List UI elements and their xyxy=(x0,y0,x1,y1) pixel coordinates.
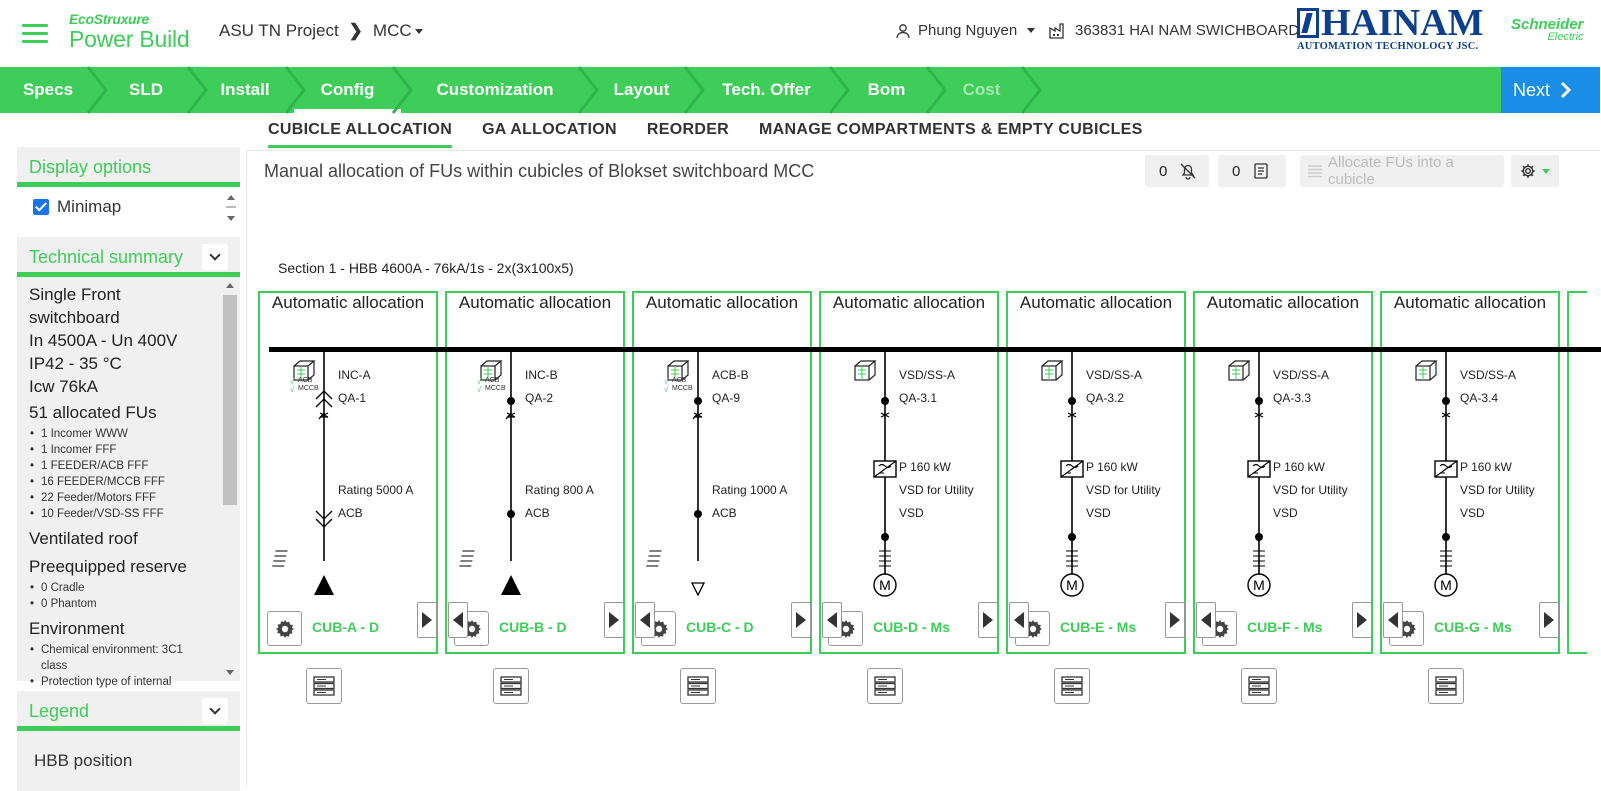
cubicle-settings-button[interactable] xyxy=(267,611,302,646)
arrow-right-icon xyxy=(796,612,806,628)
scroll-up-icon[interactable] xyxy=(226,283,234,288)
cubicle-title: Automatic allocation xyxy=(832,293,986,312)
fu-device: QA-3.3 xyxy=(1273,391,1312,405)
busbar xyxy=(269,347,1601,352)
cubicle[interactable] xyxy=(632,291,812,654)
factory-icon xyxy=(1049,23,1067,39)
server-stack-icon xyxy=(313,676,335,696)
step-specs[interactable]: Specs xyxy=(22,80,74,99)
fu-type: VSD for Utility xyxy=(899,483,974,497)
notes-icon xyxy=(1252,162,1270,180)
bell-off-icon xyxy=(1179,162,1197,180)
move-left-button[interactable] xyxy=(1009,602,1029,638)
fu-rating: Rating 800 A xyxy=(525,483,594,497)
minimap-option xyxy=(17,187,240,227)
step-separator xyxy=(828,67,854,113)
left-panel xyxy=(17,147,240,787)
move-right-button[interactable] xyxy=(1165,602,1185,638)
arrow-left-icon xyxy=(1201,612,1211,628)
allocated-fus-title: 51 allocated FUs xyxy=(29,403,157,422)
fu-fu: VSD/SS-A xyxy=(1086,368,1143,382)
brand-main: Power Build xyxy=(69,26,190,52)
move-left-button[interactable] xyxy=(635,602,655,638)
fu-type: ACB xyxy=(525,506,550,520)
rating-labels xyxy=(899,456,974,525)
summary-scrollbar[interactable] xyxy=(221,277,239,681)
technical-summary-body xyxy=(17,277,240,688)
fu-labels xyxy=(1273,364,1329,410)
scroll-up-icon[interactable] xyxy=(227,195,235,200)
svg-text:√: √ xyxy=(290,377,295,386)
options-scrollbar[interactable] xyxy=(226,193,236,221)
cube-icon xyxy=(855,361,875,380)
move-left-button[interactable] xyxy=(1196,602,1216,638)
cubicle-name: CUB-D - Ms xyxy=(873,619,950,635)
protection-checks xyxy=(485,377,506,393)
fu-type: VSD for Utility xyxy=(1460,483,1535,497)
step-separator xyxy=(391,67,417,113)
svg-text:√: √ xyxy=(664,377,669,386)
move-left-button[interactable] xyxy=(448,602,468,638)
legend-body xyxy=(17,731,240,791)
allocate-fus-label: Allocate FUs into a cubicle xyxy=(1328,154,1454,188)
compartments-button[interactable] xyxy=(680,668,716,704)
compartments-button[interactable] xyxy=(1428,668,1464,704)
svg-text:√: √ xyxy=(477,377,482,386)
fu-fu: INC-A xyxy=(338,368,371,382)
environment-list xyxy=(29,642,212,690)
server-stack-icon xyxy=(1435,676,1457,696)
cubicle-name: CUB-E - Ms xyxy=(1060,619,1137,635)
minimap-label: Minimap xyxy=(57,197,122,216)
cubicle-title: Automatic allocation xyxy=(271,293,425,312)
list-item: • 1 FEEDER/ACB FFF xyxy=(29,458,212,474)
settings-dropdown[interactable] xyxy=(1511,155,1559,187)
tab-manage-compartments[interactable]: MANAGE COMPARTMENTS & EMPTY CUBICLES xyxy=(759,121,1143,138)
summary-line: In 4500A - Un 400V xyxy=(29,331,178,350)
notes-counter[interactable] xyxy=(1218,155,1286,187)
partner-logo-text: HAINAM xyxy=(1321,2,1484,44)
check-acb: ACB xyxy=(298,377,313,384)
move-left-button[interactable] xyxy=(822,602,842,638)
fu-labels xyxy=(712,364,749,410)
scroll-thumb[interactable] xyxy=(226,206,236,208)
step-separator xyxy=(1020,67,1046,113)
allocation-area xyxy=(246,150,1600,787)
server-stack-icon xyxy=(500,676,522,696)
rating-labels xyxy=(1273,456,1348,525)
arrow-right-icon xyxy=(1357,612,1367,628)
breadcrumb xyxy=(219,21,423,41)
chevron-right-icon xyxy=(1560,81,1572,99)
motor-symbol-label: M xyxy=(879,577,891,593)
section-label: Section 1 - HBB 4600A - 76kA/1s - 2x(3x100x5) xyxy=(278,260,574,276)
fu-rating: P 160 kW xyxy=(1273,460,1325,474)
fu-type2: VSD xyxy=(1273,506,1298,520)
reserve-list xyxy=(29,580,212,612)
vendor-logo xyxy=(1511,18,1584,44)
fu-device: QA-3.2 xyxy=(1086,391,1125,405)
compartments-button[interactable] xyxy=(867,668,903,704)
fu-rating: Rating 5000 A xyxy=(338,483,414,497)
menu-icon[interactable] xyxy=(22,24,48,44)
collapse-toggle[interactable] xyxy=(202,244,228,270)
cubicle-title: Automatic allocation xyxy=(458,293,612,312)
fu-rating: P 160 kW xyxy=(899,460,951,474)
tab-ga-allocation[interactable]: GA ALLOCATION xyxy=(482,121,617,138)
chevron-right-icon: ❯ xyxy=(348,21,363,40)
server-stack-icon xyxy=(1061,676,1083,696)
list-item: • 0 Cradle xyxy=(29,580,212,596)
step-install[interactable]: Install xyxy=(220,80,270,99)
step-config[interactable]: Config xyxy=(294,67,401,113)
arrow-right-icon xyxy=(983,612,993,628)
fu-rating: P 160 kW xyxy=(1086,460,1138,474)
summary-line: IP42 - 35 °C xyxy=(29,354,122,373)
summary-line: Single Front xyxy=(29,285,121,304)
partner-logo-mark xyxy=(1297,8,1319,38)
tab-cubicle-allocation[interactable]: CUBICLE ALLOCATION xyxy=(268,112,452,148)
motor-symbol-label: M xyxy=(1253,577,1265,593)
fu-type2: VSD xyxy=(1086,506,1111,520)
list-item: • 0 Phantom xyxy=(29,596,212,612)
caret-down-icon xyxy=(1542,169,1550,174)
list-item: • 10 Feeder/VSD-SS FFF xyxy=(29,506,212,522)
compartments-button[interactable] xyxy=(306,668,342,704)
company-name: 363831 HAI NAM SWICHBOARD xyxy=(1075,22,1300,39)
step-separator xyxy=(683,67,709,113)
move-right-button[interactable] xyxy=(417,602,437,638)
step-separator xyxy=(577,67,603,113)
page-title: Manual allocation of FUs within cubicles of Blokset switchboard MCC xyxy=(264,161,815,181)
list-item: • Chemical environment: 3C1 class xyxy=(29,642,212,674)
app-logo xyxy=(69,11,190,53)
partner-logo xyxy=(1297,2,1495,54)
cubicle[interactable] xyxy=(258,291,438,654)
chevron-down-icon xyxy=(209,703,220,714)
fu-device: QA-3.4 xyxy=(1460,391,1499,405)
vendor-logo-text: Schneider xyxy=(1511,16,1584,33)
check-mccb: MCCB xyxy=(485,385,506,392)
next-label: Next xyxy=(1513,80,1551,100)
reserve-title: Preequipped reserve xyxy=(29,557,187,576)
allocated-fus-list xyxy=(29,426,212,522)
arrow-right-icon xyxy=(609,612,619,628)
fu-rating: Rating 1000 A xyxy=(712,483,788,497)
cubicle-partial[interactable] xyxy=(1567,291,1587,654)
cubicle-name: CUB-B - D xyxy=(499,619,567,635)
move-right-button[interactable] xyxy=(1539,602,1559,638)
fu-type2: VSD xyxy=(899,506,924,520)
chevron-down-icon xyxy=(209,249,220,260)
rating-labels xyxy=(525,479,594,525)
user-icon xyxy=(895,23,911,39)
arrow-left-icon xyxy=(640,612,650,628)
protection-checks xyxy=(672,377,693,393)
compartments-button[interactable] xyxy=(493,668,529,704)
sub-tabs xyxy=(268,112,1173,148)
summary-line: switchboard xyxy=(29,308,120,327)
environment-title: Environment xyxy=(29,619,125,638)
cubicle-title: Automatic allocation xyxy=(645,293,799,312)
cube-icon xyxy=(1229,361,1249,380)
alarm-count: 0 xyxy=(1159,162,1168,180)
gear-icon xyxy=(274,618,296,640)
fu-labels xyxy=(1460,364,1516,410)
next-button[interactable] xyxy=(1501,67,1600,113)
fu-device: QA-2 xyxy=(525,391,554,405)
fu-device: QA-9 xyxy=(712,391,741,405)
move-right-button[interactable] xyxy=(1352,602,1372,638)
collapse-toggle[interactable] xyxy=(202,698,228,724)
step-separator xyxy=(86,67,112,113)
step-cost: Cost xyxy=(962,80,1001,99)
arrow-left-icon xyxy=(1388,612,1398,628)
motor-symbol-label: M xyxy=(1066,577,1078,593)
svg-text:√: √ xyxy=(477,385,482,394)
compartments-button[interactable] xyxy=(1054,668,1090,704)
step-tech-offer[interactable]: Tech. Offer xyxy=(722,80,811,99)
step-sld[interactable]: SLD xyxy=(129,80,163,99)
move-right-button[interactable] xyxy=(604,602,624,638)
step-separator xyxy=(186,67,212,113)
fu-device: QA-1 xyxy=(338,391,367,405)
scroll-down-icon[interactable] xyxy=(227,216,235,221)
arrow-left-icon xyxy=(1014,612,1024,628)
display-options-title: Display options xyxy=(29,157,152,177)
fu-device: QA-3.1 xyxy=(899,391,938,405)
server-stack-icon xyxy=(874,676,896,696)
step-separator xyxy=(284,67,310,113)
rating-labels xyxy=(1460,456,1535,525)
svg-text:√: √ xyxy=(664,385,669,394)
technical-summary-title: Technical summary xyxy=(29,247,184,267)
fu-type: ACB xyxy=(712,506,737,520)
check-mccb: MCCB xyxy=(298,385,319,392)
cubicle-title: Automatic allocation xyxy=(1206,293,1360,312)
cubicle[interactable] xyxy=(819,291,999,654)
notes-count: 0 xyxy=(1232,162,1241,180)
fu-type: VSD for Utility xyxy=(1086,483,1161,497)
fu-fu: VSD/SS-A xyxy=(1460,368,1517,382)
arrow-right-icon xyxy=(422,612,432,628)
fu-labels xyxy=(899,364,955,410)
legend-header[interactable] xyxy=(17,691,240,731)
scroll-thumb[interactable] xyxy=(223,295,237,505)
arrow-left-icon xyxy=(827,612,837,628)
rating-labels xyxy=(1086,456,1161,525)
fu-labels xyxy=(525,364,558,410)
breadcrumb-switchboard[interactable]: MCC xyxy=(373,21,423,41)
rating-labels xyxy=(712,479,787,525)
cubicle-name: CUB-G - Ms xyxy=(1434,619,1512,635)
cubicle-name: CUB-A - D xyxy=(312,619,380,635)
tab-reorder[interactable]: REORDER xyxy=(646,121,730,138)
workflow-steps xyxy=(0,67,1600,113)
arrow-right-icon xyxy=(1544,612,1554,628)
motor-symbol-label: M xyxy=(1440,577,1452,593)
svg-text:√: √ xyxy=(290,385,295,394)
legend-title: Legend xyxy=(29,701,90,721)
fu-labels xyxy=(338,364,371,410)
user-menu[interactable] xyxy=(895,22,1035,39)
breadcrumb-project[interactable]: ASU TN Project xyxy=(219,21,339,40)
cubicle[interactable] xyxy=(445,291,625,654)
check-acb: ACB xyxy=(485,377,500,384)
vendor-logo-subtitle: Electric xyxy=(1547,31,1584,43)
arrow-right-icon xyxy=(1170,612,1180,628)
server-stack-icon xyxy=(687,676,709,696)
alarm-counter[interactable] xyxy=(1145,155,1209,187)
ventilated-roof: Ventilated roof xyxy=(29,529,138,548)
minimap-checkbox[interactable] xyxy=(33,199,49,215)
move-right-button[interactable] xyxy=(791,602,811,638)
cube-icon xyxy=(1042,361,1062,380)
technical-summary-header[interactable] xyxy=(17,237,240,277)
cubicle-name: CUB-C - D xyxy=(686,619,754,635)
fu-type2: VSD xyxy=(1460,506,1485,520)
step-customization[interactable]: Customization xyxy=(436,80,554,99)
check-acb: ACB xyxy=(672,377,687,384)
rating-labels xyxy=(338,479,413,525)
fu-fu: ACB-B xyxy=(712,368,749,382)
move-right-button[interactable] xyxy=(978,602,998,638)
arrow-left-icon xyxy=(453,612,463,628)
step-separator xyxy=(925,67,951,113)
fu-fu: VSD/SS-A xyxy=(1273,368,1330,382)
list-item: • Protection type of internal xyxy=(29,674,212,690)
fu-fu: INC-B xyxy=(525,368,558,382)
app-header xyxy=(0,0,1600,67)
protection-checks xyxy=(298,377,319,393)
list-item: • 1 Incomer FFF xyxy=(29,442,212,458)
cubicle-name: CUB-F - Ms xyxy=(1247,619,1323,635)
move-left-button[interactable] xyxy=(1383,602,1403,638)
cubicle[interactable] xyxy=(1193,291,1373,654)
fu-type: ACB xyxy=(338,506,363,520)
legend-item: HBB position xyxy=(34,751,133,770)
partner-logo-subtitle: AUTOMATION TECHNOLOGY JSC. xyxy=(1297,41,1479,52)
step-layout[interactable]: Layout xyxy=(613,80,670,99)
fu-labels xyxy=(1086,364,1142,410)
gear-icon xyxy=(1520,163,1536,179)
brand-top: EcoStruxure xyxy=(69,11,149,27)
user-name: Phung Nguyen xyxy=(918,22,1018,39)
cubicle[interactable] xyxy=(1380,291,1560,654)
step-bom[interactable]: Bom xyxy=(867,80,906,99)
list-icon xyxy=(1308,165,1322,177)
list-item: • 22 Feeder/Motors FFF xyxy=(29,490,212,506)
fu-rating: P 160 kW xyxy=(1460,460,1512,474)
list-item: • 1 Incomer WWW xyxy=(29,426,212,442)
display-options-header[interactable] xyxy=(17,147,240,187)
allocate-fus-button[interactable] xyxy=(1300,155,1504,187)
scroll-down-icon[interactable] xyxy=(226,670,234,675)
compartments-button[interactable] xyxy=(1241,668,1277,704)
summary-line: Icw 76kA xyxy=(29,377,98,396)
check-mccb: MCCB xyxy=(672,385,693,392)
list-item: • 16 FEEDER/MCCB FFF xyxy=(29,474,212,490)
fu-fu: VSD/SS-A xyxy=(899,368,956,382)
server-stack-icon xyxy=(1248,676,1270,696)
company-selector[interactable] xyxy=(1049,22,1299,39)
cubicle-title: Automatic allocation xyxy=(1393,293,1547,312)
fu-type: VSD for Utility xyxy=(1273,483,1348,497)
cubicle[interactable] xyxy=(1006,291,1186,654)
cube-icon xyxy=(1416,361,1436,380)
caret-down-icon xyxy=(415,29,423,34)
caret-down-icon xyxy=(1027,28,1035,33)
cubicle-title: Automatic allocation xyxy=(1019,293,1173,312)
